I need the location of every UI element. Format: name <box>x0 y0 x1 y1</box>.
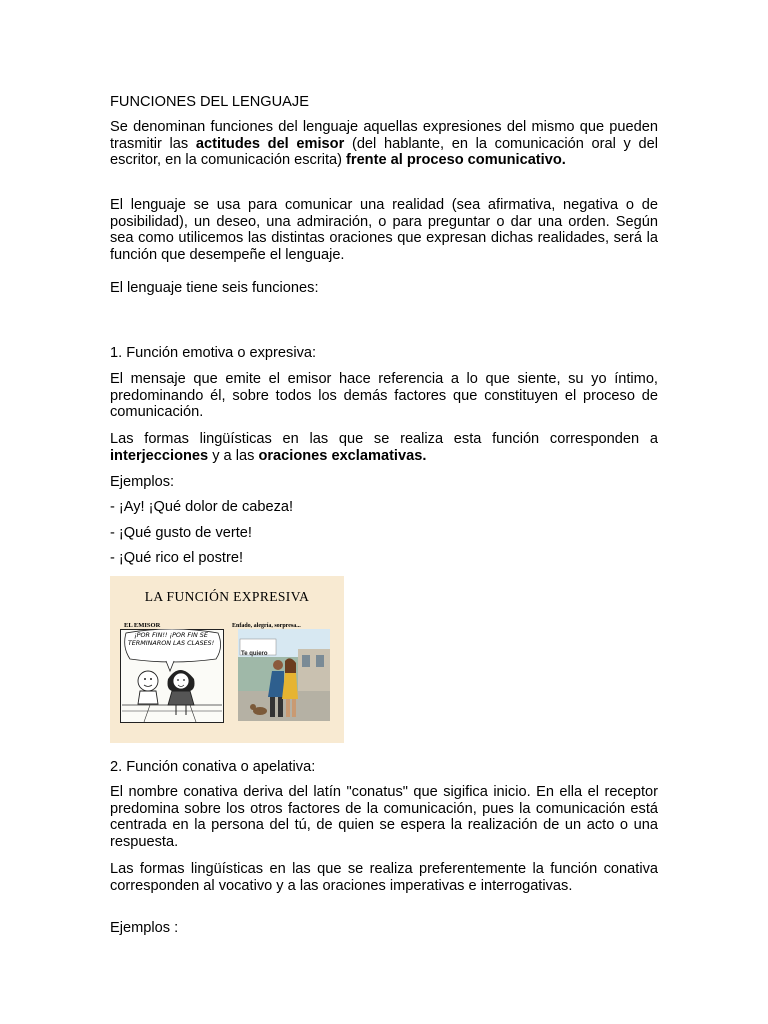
six-functions-line: El lenguaje tiene seis funciones: <box>110 280 319 296</box>
intro-bold-proceso: frente al proceso comunicativo. <box>346 152 566 169</box>
section-1-heading: 1. Función emotiva o expresiva: <box>110 345 317 361</box>
section-1-examples-label: Ejemplos: <box>110 474 175 490</box>
section-1-paragraph-1: El mensaje que emite el emisor hace referencia a lo que siente, su yo íntimo, predominando él, sobre todos los demás factores que constituyen el proceso de comunicación. <box>110 371 658 421</box>
s1p2-bold-interjecciones: interjecciones <box>110 447 209 464</box>
intro-paragraph <box>110 119 658 169</box>
couple-photo-illustration <box>238 629 330 721</box>
example-item: - ¡Ay! ¡Qué dolor de cabeza! <box>110 499 294 515</box>
example-item: - ¡Qué rico el postre! <box>110 550 244 566</box>
intro-text-c: (del hablante, en la comunicación oral y del escritor, en la comunicación escrita) <box>110 135 659 169</box>
usage-paragraph: El lenguaje se usa para comunicar una realidad (sea afirmativa, negativa o de posibilidad), un deseo, una admiración, o para preguntar o dar una orden. Según sea como utilicemos las distintas oraciones que expresan dichas realidades, será la función que desempeñe el lenguaje. <box>110 197 658 263</box>
section-2-examples-label: Ejemplos : <box>110 920 179 936</box>
s1p2-bold-exclamativas: oraciones exclamativas. <box>258 447 427 464</box>
example-item: - ¡Qué gusto de verte! <box>110 525 252 541</box>
section-2-heading: 2. Función conativa o apelativa: <box>110 759 316 775</box>
funcion-expresiva-image <box>110 576 344 743</box>
figure-right-label: Enfado, alegría, sorpresa... <box>232 623 301 629</box>
s1p2-text-c: y a las <box>208 447 259 464</box>
intro-text-a: Se denominan funciones del lenguaje aquellas expresiones del mismo que pueden trasmitir las <box>110 119 658 152</box>
section-2-paragraph-1: El nombre conativa deriva del latín "conatus" que sigifica inicio. En ella el receptor predomina sobre los otros factores de la comunicación, pues la comunicación está centrada en la persona del tú, de quien se espera la realización de un acto o una respuesta. <box>110 784 658 850</box>
section-2-paragraph-2: Las formas lingüísticas en las que se realiza preferentemente la función conativa corresponden al vocativo y a las oraciones imperativas e interrogativas. <box>110 861 658 894</box>
intro-bold-emisor: actitudes del emisor <box>195 135 345 152</box>
photo-caption-te-quiero: Te quiero <box>241 651 268 657</box>
figure-left-label: EL EMISOR <box>124 622 161 629</box>
s1p2-text-a: Las formas lingüísticas en las que se realiza esta función corresponden a <box>110 431 658 447</box>
comic-speech-text: ¡POR FIN!! ¡POR FIN SE TERMINARON LAS CLASES! <box>127 631 215 647</box>
figure-title: LA FUNCIÓN EXPRESIVA <box>144 589 310 604</box>
section-1-paragraph-2 <box>110 431 658 464</box>
document-title: FUNCIONES DEL LENGUAJE <box>110 94 309 110</box>
